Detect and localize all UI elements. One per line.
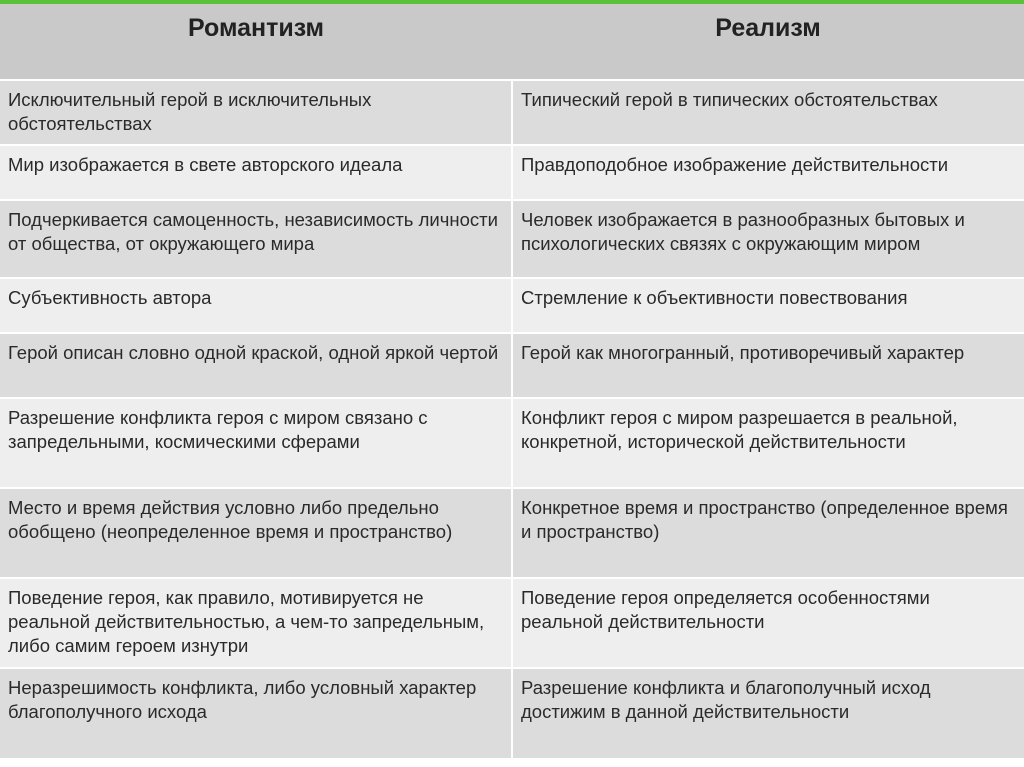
table-cell: Типический герой в типических обстоятельствах: [512, 80, 1024, 145]
table-cell: Мир изображается в свете авторского идеала: [0, 145, 512, 200]
table-cell: Подчеркивается самоценность, независимость личности от общества, от окружающего мира: [0, 200, 512, 278]
column-header-romanticism: Романтизм: [0, 4, 512, 80]
table-cell: Поведение героя, как правило, мотивируется не реальной действительностью, а чем-то запредельным, либо самим героем изнутри: [0, 578, 512, 668]
table-cell: Разрешение конфликта и благополучный исход достижим в данной действительности: [512, 668, 1024, 758]
table-row: [0, 578, 1024, 668]
table-cell: Субъективность автора: [0, 278, 512, 333]
table-header-row: [0, 4, 1024, 80]
comparison-table: [0, 4, 1024, 758]
table-cell: Конфликт героя с миром разрешается в реальной, конкретной, исторической действительности: [512, 398, 1024, 488]
table-cell: Герой как многогранный, противоречивый характер: [512, 333, 1024, 398]
table-row: [0, 488, 1024, 578]
table-row: [0, 278, 1024, 333]
table-cell: Неразрешимость конфликта, либо условный характер благополучного исхода: [0, 668, 512, 758]
table-cell: Стремление к объективности повествования: [512, 278, 1024, 333]
table-row: [0, 668, 1024, 758]
table-cell: Исключительный герой в исключительных обстоятельствах: [0, 80, 512, 145]
table-cell: Разрешение конфликта героя с миром связано с запредельными, космическими сферами: [0, 398, 512, 488]
table-row: [0, 80, 1024, 145]
column-header-realism: Реализм: [512, 4, 1024, 80]
table-row: [0, 398, 1024, 488]
table-row: [0, 145, 1024, 200]
table-cell: Место и время действия условно либо предельно обобщено (неопределенное время и пространство): [0, 488, 512, 578]
table-cell: Правдоподобное изображение действительности: [512, 145, 1024, 200]
table-cell: Герой описан словно одной краской, одной яркой чертой: [0, 333, 512, 398]
table-cell: Человек изображается в разнообразных бытовых и психологических связях с окружающим миром: [512, 200, 1024, 278]
table-cell: Поведение героя определяется особенностями реальной действительности: [512, 578, 1024, 668]
table-row: [0, 333, 1024, 398]
table-row: [0, 200, 1024, 278]
table-cell: Конкретное время и пространство (определенное время и пространство): [512, 488, 1024, 578]
